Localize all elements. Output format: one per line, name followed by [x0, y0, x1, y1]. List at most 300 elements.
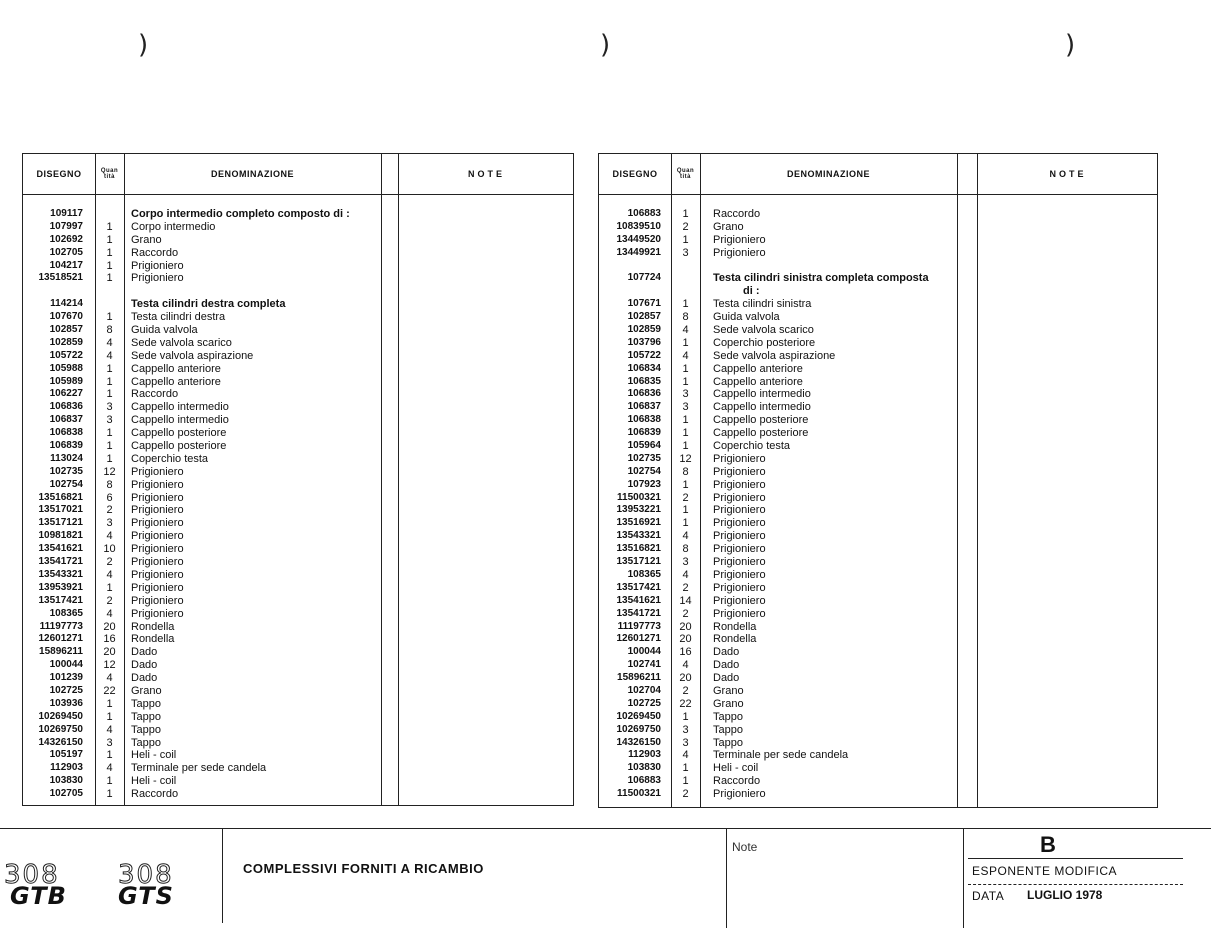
- data-label: DATA: [972, 889, 1005, 903]
- part-description: Prigioniero: [131, 594, 184, 607]
- part-description: Coperchio testa: [713, 440, 791, 453]
- part-code: 13518521: [38, 272, 83, 284]
- part-description: Prigioniero: [131, 272, 184, 285]
- table-row: [599, 621, 1157, 634]
- part-description: Prigioniero: [713, 491, 766, 504]
- table-row: [23, 775, 573, 788]
- part-description: Prigioniero: [131, 517, 184, 530]
- part-quantity: 1: [682, 775, 689, 788]
- rows-left: [23, 208, 573, 801]
- part-code: 13541621: [38, 543, 83, 555]
- part-description: Testa cilindri sinistra: [713, 298, 812, 311]
- part-code: 10981821: [38, 530, 83, 542]
- table-row: [599, 260, 1157, 273]
- header-disegno: DISEGNO: [36, 169, 82, 179]
- part-description: Cappello intermedio: [713, 388, 811, 401]
- table-row: [23, 788, 573, 801]
- part-code: 102705: [49, 246, 83, 258]
- part-description: Prigioniero: [131, 581, 184, 594]
- note-label: Note: [732, 840, 758, 854]
- table-row: [23, 453, 573, 466]
- part-quantity: 2: [106, 504, 113, 517]
- part-code: 106838: [49, 427, 83, 439]
- footer-divider: [726, 828, 727, 928]
- part-description: Prigioniero: [713, 530, 766, 543]
- part-description: Prigioniero: [131, 259, 184, 272]
- table-row: [599, 659, 1157, 672]
- part-description: Grano: [713, 684, 744, 697]
- part-quantity: 12: [103, 465, 116, 478]
- part-description: Raccordo: [713, 208, 761, 220]
- part-description: Rondella: [131, 633, 175, 646]
- table-row: [599, 298, 1157, 311]
- part-quantity: 1: [682, 336, 689, 349]
- part-code: 106839: [49, 440, 83, 452]
- part-description: Grano: [713, 220, 744, 233]
- part-code: 102705: [49, 788, 83, 800]
- part-quantity: 4: [106, 336, 113, 349]
- table-row: [23, 608, 573, 621]
- part-code: 108365: [627, 568, 661, 580]
- table-row: [23, 685, 573, 698]
- part-code: 107724: [627, 272, 661, 284]
- gts-logo: GTS: [118, 882, 174, 910]
- table-row: [599, 479, 1157, 492]
- table-row: [599, 749, 1157, 762]
- part-quantity: 3: [682, 388, 689, 401]
- part-code: 106838: [627, 414, 661, 426]
- table-row: [599, 724, 1157, 737]
- part-code: 12601271: [38, 633, 83, 645]
- table-row: [599, 517, 1157, 530]
- part-code: 13516821: [38, 491, 83, 503]
- part-quantity: 2: [682, 684, 689, 697]
- part-quantity: 10: [103, 543, 116, 556]
- part-quantity: 1: [106, 388, 113, 401]
- table-row: [599, 569, 1157, 582]
- part-description: Prigioniero: [713, 581, 766, 594]
- table-row: [599, 376, 1157, 389]
- part-code: 102741: [627, 659, 661, 671]
- part-description: Prigioniero: [131, 530, 184, 543]
- part-quantity: 8: [682, 465, 689, 478]
- part-code: 102754: [627, 465, 661, 477]
- table-row: [23, 737, 573, 750]
- table-row: [599, 350, 1157, 363]
- part-description: Grano: [713, 697, 744, 710]
- table-row: [23, 440, 573, 453]
- part-description: Corpo intermedio completo composto di :: [131, 208, 350, 220]
- part-description: Prigioniero: [713, 478, 766, 491]
- part-description: Prigioniero: [713, 246, 766, 259]
- header-quantita: Quan tità: [100, 168, 119, 180]
- part-description: Tappo: [713, 723, 743, 736]
- table-row: [599, 608, 1157, 621]
- table-row: [23, 260, 573, 273]
- part-quantity: 3: [106, 736, 113, 749]
- table-row: [23, 350, 573, 363]
- parts-table-right: [598, 153, 1158, 808]
- table-row: [23, 530, 573, 543]
- table-row: [599, 504, 1157, 517]
- part-code: 114214: [50, 298, 83, 310]
- table-row: [23, 633, 573, 646]
- table-row: [23, 659, 573, 672]
- part-description: Tappo: [713, 710, 743, 723]
- part-description: Cappello intermedio: [713, 401, 811, 414]
- gtb-logo: GTB: [10, 882, 67, 910]
- part-description: Tappo: [131, 736, 161, 749]
- part-quantity: 1: [682, 362, 689, 375]
- esponente-modifica-label: ESPONENTE MODIFICA: [972, 864, 1118, 878]
- part-code: 13449921: [616, 246, 661, 258]
- part-description: Prigioniero: [131, 543, 184, 556]
- part-code: 106227: [49, 388, 83, 400]
- part-quantity: 4: [106, 607, 113, 620]
- part-quantity: 4: [682, 749, 689, 762]
- part-description: Grano: [131, 233, 162, 246]
- part-code: 105964: [627, 440, 661, 452]
- part-quantity: 4: [682, 324, 689, 337]
- part-description: Cappello intermedio: [131, 414, 229, 427]
- part-code: 105722: [49, 349, 83, 361]
- table-row: [599, 711, 1157, 724]
- part-description: Sede valvola scarico: [131, 336, 232, 349]
- rows-right: [599, 208, 1157, 801]
- table-row: [599, 466, 1157, 479]
- part-code: 106836: [49, 401, 83, 413]
- part-description: Testa cilindri destra completa: [131, 298, 286, 311]
- part-quantity: 16: [679, 646, 692, 659]
- table-row: [599, 633, 1157, 646]
- table-row: [599, 414, 1157, 427]
- table-row: [599, 775, 1157, 788]
- table-row: [599, 595, 1157, 608]
- part-code: 13516821: [616, 543, 661, 555]
- part-description: Prigioniero: [131, 491, 184, 504]
- part-quantity: 2: [106, 594, 113, 607]
- part-code: 102735: [627, 452, 661, 464]
- part-description: Grano: [131, 684, 162, 697]
- part-code: 10839510: [616, 220, 661, 232]
- part-code: 106883: [627, 775, 661, 787]
- part-quantity: 1: [106, 440, 113, 453]
- table-row: [599, 427, 1157, 440]
- table-row: [23, 698, 573, 711]
- part-quantity: 1: [106, 452, 113, 465]
- part-quantity: 1: [106, 749, 113, 762]
- part-description: Prigioniero: [713, 504, 766, 517]
- part-quantity: 1: [106, 233, 113, 246]
- table-row: [599, 582, 1157, 595]
- part-description: Sede valvola aspirazione: [713, 349, 836, 362]
- table-row: [23, 234, 573, 247]
- part-code: 15896211: [617, 672, 661, 684]
- part-code: 13517421: [38, 594, 83, 606]
- part-description: Prigioniero: [131, 556, 184, 569]
- part-quantity: 20: [679, 672, 692, 685]
- table-row: [23, 285, 573, 298]
- part-description: Prigioniero: [713, 788, 766, 801]
- part-description: Prigioniero: [131, 478, 184, 491]
- part-quantity: 4: [106, 530, 113, 543]
- part-code: 105988: [49, 362, 83, 374]
- part-code: 106834: [627, 362, 661, 374]
- part-description: Prigioniero: [131, 568, 184, 581]
- part-description: Raccordo: [131, 388, 179, 401]
- part-description: Dado: [713, 659, 740, 672]
- part-code: 106883: [627, 208, 661, 219]
- part-quantity: 1: [682, 478, 689, 491]
- part-code: 109117: [50, 208, 83, 219]
- table-row: [599, 646, 1157, 659]
- part-description: Heli - coil: [131, 775, 177, 788]
- part-code: 11197773: [617, 620, 661, 632]
- part-code: 100044: [627, 646, 661, 658]
- table-row: [23, 247, 573, 260]
- table-row: [23, 749, 573, 762]
- part-description: Cappello posteriore: [131, 440, 227, 453]
- model-number-right: 308: [118, 860, 174, 890]
- table-row: [599, 685, 1157, 698]
- table-row: [23, 298, 573, 311]
- table-row: [23, 388, 573, 401]
- part-description: Heli - coil: [713, 762, 759, 775]
- part-quantity: 12: [103, 659, 116, 672]
- part-code: 106836: [627, 388, 661, 400]
- table-row: [23, 466, 573, 479]
- table-row: [599, 737, 1157, 750]
- part-description: Heli - coil: [131, 749, 177, 762]
- part-quantity: 1: [106, 311, 113, 324]
- binder-hole-center: ): [600, 30, 611, 60]
- table-row: [23, 479, 573, 492]
- part-description: Cappello intermedio: [131, 401, 229, 414]
- part-quantity: 3: [682, 723, 689, 736]
- part-code: 102735: [49, 465, 83, 477]
- part-code: 102857: [49, 324, 83, 336]
- part-code: 13541721: [616, 607, 661, 619]
- table-row: [23, 595, 573, 608]
- part-code: 106837: [49, 414, 83, 426]
- part-description: Dado: [131, 659, 158, 672]
- part-code: 103830: [627, 762, 661, 774]
- part-description: Cappello posteriore: [713, 414, 809, 427]
- table-row: [599, 440, 1157, 453]
- part-code: 107670: [49, 311, 83, 323]
- part-quantity: 3: [682, 556, 689, 569]
- part-code: 106835: [627, 375, 661, 387]
- part-description: Prigioniero: [713, 607, 766, 620]
- part-code: 106837: [627, 401, 661, 413]
- table-row: [23, 324, 573, 337]
- footer-title: COMPLESSIVI FORNITI A RICAMBIO: [243, 861, 484, 876]
- part-code: 105722: [627, 349, 661, 361]
- part-code: 10269450: [616, 710, 661, 722]
- table-row: [599, 762, 1157, 775]
- part-code: 13953221: [616, 504, 661, 516]
- part-description: Rondella: [713, 633, 757, 646]
- table-row: [23, 724, 573, 737]
- part-quantity: 8: [106, 324, 113, 337]
- part-description: Prigioniero: [713, 543, 766, 556]
- part-description: Rondella: [131, 620, 175, 633]
- binder-hole-right: ): [1065, 30, 1076, 60]
- part-description: Raccordo: [131, 246, 179, 259]
- table-row: [23, 401, 573, 414]
- table-row: [599, 363, 1157, 376]
- part-code: 102725: [49, 684, 83, 696]
- part-quantity: 1: [106, 220, 113, 233]
- part-code: 13449520: [616, 233, 661, 245]
- part-code: 103936: [49, 697, 83, 709]
- table-row: [599, 272, 1157, 285]
- part-quantity: 22: [679, 697, 692, 710]
- table-row: [23, 337, 573, 350]
- part-code: 108365: [49, 607, 83, 619]
- part-code: 15896211: [39, 646, 83, 658]
- part-quantity: 1: [106, 427, 113, 440]
- header-quantita: Quan tità: [676, 168, 695, 180]
- part-code: 14326150: [616, 736, 661, 748]
- part-description: Guida valvola: [713, 311, 780, 324]
- part-code: 102857: [627, 311, 661, 323]
- table-row: [23, 376, 573, 389]
- table-row: [599, 221, 1157, 234]
- part-code: 102704: [627, 684, 661, 696]
- part-code: 101239: [49, 672, 83, 684]
- part-quantity: 4: [106, 762, 113, 775]
- table-row: [599, 401, 1157, 414]
- part-quantity: 4: [682, 568, 689, 581]
- table-row: [23, 543, 573, 556]
- part-code: 107923: [627, 478, 661, 490]
- part-quantity: 1: [682, 298, 689, 311]
- part-code: 103830: [49, 775, 83, 787]
- header-note: NOTE: [1049, 169, 1087, 179]
- revision-letter: B: [1040, 832, 1056, 857]
- part-quantity: 1: [106, 775, 113, 788]
- table-row: [599, 556, 1157, 569]
- part-quantity: 1: [682, 208, 689, 220]
- part-description: Prigioniero: [713, 594, 766, 607]
- table-row: [23, 646, 573, 659]
- part-code: 102859: [627, 324, 661, 336]
- part-quantity: 1: [682, 762, 689, 775]
- part-description: Cappello anteriore: [713, 375, 803, 388]
- table-row: [599, 234, 1157, 247]
- table-row: [23, 363, 573, 376]
- table-row: [23, 762, 573, 775]
- footer-divider: [963, 828, 964, 928]
- table-row: [23, 672, 573, 685]
- table-row: [599, 492, 1157, 505]
- footer-rule: [968, 858, 1183, 859]
- part-code: 13516921: [616, 517, 661, 529]
- part-description: Terminale per sede candela: [131, 762, 267, 775]
- table-row: [23, 208, 573, 221]
- part-quantity: 6: [106, 491, 113, 504]
- part-code: 105989: [49, 375, 83, 387]
- header-note: NOTE: [467, 169, 505, 179]
- part-quantity: 1: [682, 414, 689, 427]
- part-quantity: 2: [682, 581, 689, 594]
- part-quantity: 4: [682, 349, 689, 362]
- part-quantity: 1: [106, 259, 113, 272]
- part-code: 100044: [49, 659, 83, 671]
- part-quantity: 4: [106, 568, 113, 581]
- part-quantity: 8: [682, 543, 689, 556]
- part-description: Raccordo: [131, 788, 179, 801]
- part-description: Prigioniero: [713, 452, 766, 465]
- part-quantity: 1: [106, 272, 113, 285]
- table-row: [23, 621, 573, 634]
- part-quantity: 8: [682, 311, 689, 324]
- part-quantity: 1: [682, 440, 689, 453]
- table-row: [23, 582, 573, 595]
- part-description: Prigioniero: [131, 607, 184, 620]
- part-code: 11500321: [617, 788, 661, 800]
- part-quantity: 3: [682, 401, 689, 414]
- part-description: Prigioniero: [713, 517, 766, 530]
- part-code: 107671: [627, 298, 661, 310]
- part-description: Cappello posteriore: [131, 427, 227, 440]
- parts-table-left: [22, 153, 574, 806]
- table-row: [599, 285, 1157, 298]
- part-code: 106839: [627, 427, 661, 439]
- part-code: 113024: [50, 452, 83, 464]
- part-description: Tappo: [131, 697, 161, 710]
- part-quantity: 2: [682, 220, 689, 233]
- part-code: 10269750: [38, 723, 83, 735]
- part-description: Cappello anteriore: [713, 362, 803, 375]
- table-row: [599, 672, 1157, 685]
- part-description: Prigioniero: [131, 465, 184, 478]
- part-code: 11197773: [39, 620, 83, 632]
- part-description: Guida valvola: [131, 324, 198, 337]
- part-quantity: 8: [106, 478, 113, 491]
- part-code: 13541721: [38, 556, 83, 568]
- part-code: 102725: [627, 697, 661, 709]
- table-row: [599, 543, 1157, 556]
- table-row: [599, 311, 1157, 324]
- part-quantity: 3: [106, 414, 113, 427]
- part-description: Raccordo: [713, 775, 761, 788]
- table-row: [23, 221, 573, 234]
- part-description: Prigioniero: [713, 568, 766, 581]
- binder-hole-left: ): [138, 30, 149, 60]
- part-code: 104217: [49, 259, 83, 271]
- header-denominazione: DENOMINAZIONE: [787, 169, 870, 179]
- part-quantity: 16: [103, 633, 116, 646]
- part-quantity: 4: [682, 659, 689, 672]
- part-quantity: 4: [106, 723, 113, 736]
- part-quantity: 4: [106, 672, 113, 685]
- table-row: [599, 337, 1157, 350]
- part-quantity: 1: [106, 375, 113, 388]
- table-row: [599, 530, 1157, 543]
- part-code: 13541621: [616, 594, 661, 606]
- header-denominazione: DENOMINAZIONE: [211, 169, 294, 179]
- table-row: [599, 247, 1157, 260]
- part-description: Prigioniero: [713, 556, 766, 569]
- table-row: [599, 388, 1157, 401]
- part-code: 13543321: [616, 530, 661, 542]
- part-quantity: 14: [679, 594, 692, 607]
- footer-rule: [968, 884, 1183, 885]
- part-description: Dado: [713, 672, 740, 685]
- part-description: Sede valvola scarico: [713, 324, 814, 337]
